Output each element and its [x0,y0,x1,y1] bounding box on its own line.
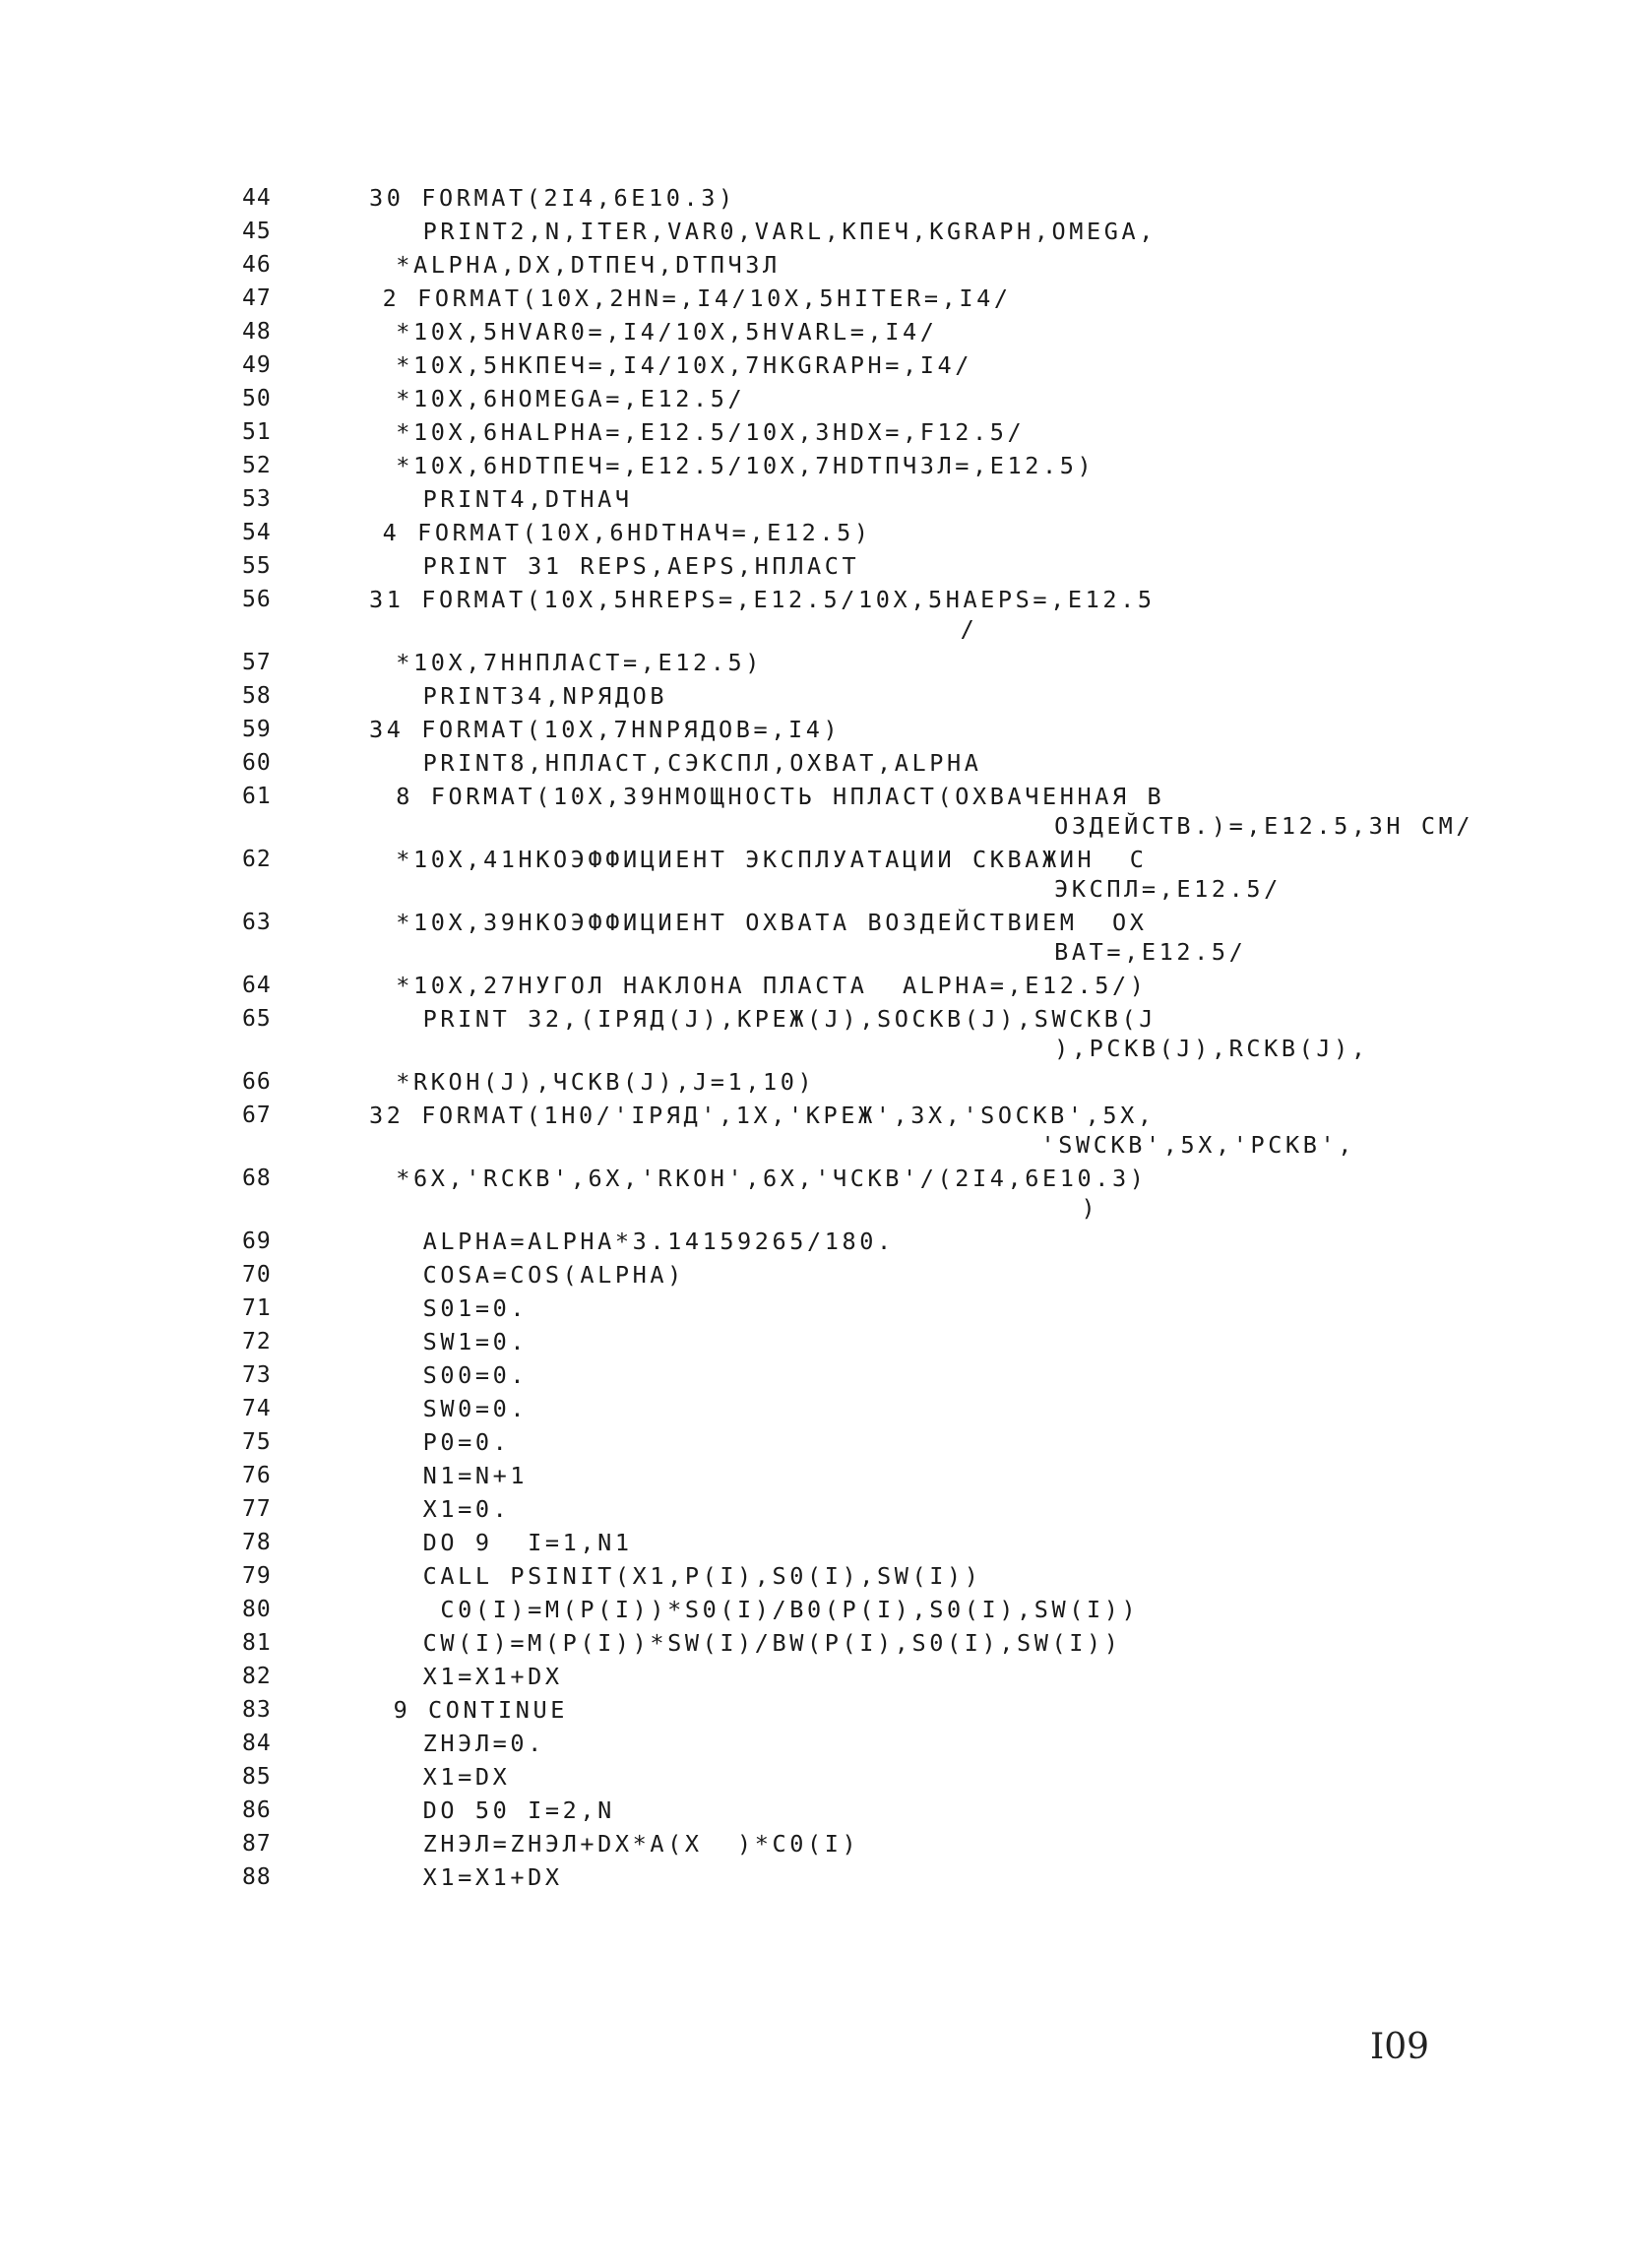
code-text: SW0=0. [422,1395,529,1422]
code-text: 2 FORMAT(10X,2HN=,I4/10X,5HITER=,I4/ [382,284,1012,312]
code-text: COSA=COS(ALPHA) [422,1261,685,1289]
code-text: 30 FORMAT(2I4,6E10.3) [369,184,736,212]
code-line [0,1760,1628,1794]
code-line [0,780,1628,840]
code-text: *6X,'RCKB',6X,'RКОН',6X,'ЧСКВ'/(2I4,6E10.3) [396,1165,1148,1192]
code-text: *ALPHA,DX,DTПЕЧ,DTПЧЗЛ [396,251,781,279]
page-number: I09 [1370,2027,1430,2067]
code-line [0,713,1628,746]
code-text: 34 FORMAT(10X,7HNРЯДОВ=,I4) [369,716,842,743]
code-text: CW(I)=M(P(I))*SW(I)/BW(P(I),S0(I),SW(I)) [422,1629,1122,1657]
code-line [0,1827,1628,1860]
line-number: 69 [242,1228,272,1254]
line-number: 86 [242,1797,272,1823]
code-line [0,549,1628,583]
code-line [0,1660,1628,1693]
code-text: ZНЭЛ=ZНЭЛ+DX*A(X )*C0(I) [422,1830,860,1858]
code-line [0,1065,1628,1099]
code-text: X1=X1+DX [422,1863,563,1891]
line-number: 45 [242,219,272,244]
code-line [0,1526,1628,1559]
code-text: DO 9 I=1,N1 [422,1529,633,1556]
code-line [0,415,1628,449]
code-text: S00=0. [422,1361,529,1389]
line-number: 72 [242,1329,272,1354]
code-line [0,1693,1628,1727]
code-text: PRINT8,НПЛАСТ,СЭКСПЛ,ОХВАТ,ALPHA [422,749,982,777]
line-number: 85 [242,1764,272,1790]
code-line [0,1258,1628,1292]
code-text: *10X,6HOMEGA=,E12.5/ [396,385,746,412]
line-number: 58 [242,683,272,709]
line-number: 76 [242,1463,272,1488]
code-line [0,1225,1628,1258]
code-line [0,1626,1628,1660]
code-text: PRINT 32,(IРЯД(J),KРЕЖ(J),SOCKB(J),SWCKB(J [422,1005,1158,1033]
code-line [0,215,1628,248]
line-number: 55 [242,553,272,579]
line-number: 56 [242,587,272,612]
code-line [0,746,1628,780]
code-line [0,1593,1628,1626]
code-line [0,583,1628,643]
code-line [0,1559,1628,1593]
line-number: 48 [242,319,272,345]
line-number: 70 [242,1262,272,1288]
code-continuation: ЭКСПЛ=,E12.5/ [1054,875,1282,903]
code-line [0,843,1628,903]
code-text: *10X,5HVAR0=,I4/10X,5HVARL=,I4/ [396,318,938,346]
code-line [0,1162,1628,1222]
code-text: *10X,27HУГОЛ НАКЛОНА ПЛАСТА ALPHA=,E12.5/) [396,972,1148,999]
code-continuation: 'SWCKB',5X,'PCKB', [1040,1131,1355,1159]
code-line [0,1425,1628,1459]
code-line [0,646,1628,679]
line-number: 73 [242,1362,272,1388]
line-number: 59 [242,717,272,742]
code-text: ZНЭЛ=0. [422,1730,545,1757]
code-line [0,482,1628,516]
line-number: 64 [242,973,272,998]
code-text: 32 FORMAT(1H0/'IРЯД',1X,'KРЕЖ',3X,'SOCKB',5X, [369,1102,1156,1129]
code-line [0,382,1628,415]
line-number: 61 [242,784,272,809]
line-number: 46 [242,252,272,278]
code-text: 4 FORMAT(10X,6HDTНАЧ=,E12.5) [382,519,872,546]
line-number: 67 [242,1102,272,1128]
code-line [0,1459,1628,1492]
code-text: *10X,5HKПЕЧ=,I4/10X,7HKGRAPH=,I4/ [396,351,972,379]
line-number: 65 [242,1006,272,1032]
code-text: C0(I)=M(P(I))*S0(I)/B0(P(I),S0(I),SW(I)) [422,1596,1140,1623]
code-line [0,248,1628,282]
code-line [0,282,1628,315]
line-number: 44 [242,185,272,211]
code-text: S01=0. [422,1294,529,1322]
code-text: P0=0. [422,1428,511,1456]
code-line [0,1358,1628,1392]
line-number: 78 [242,1530,272,1555]
code-continuation: ОЗДЕЙСТВ.)=,E12.5,3H СМ/ [1054,812,1474,840]
code-line [0,516,1628,549]
line-number: 54 [242,520,272,545]
line-number: 79 [242,1563,272,1589]
code-text: X1=0. [422,1495,511,1523]
code-line [0,1392,1628,1425]
code-text: X1=DX [422,1763,511,1791]
code-line [0,449,1628,482]
code-line [0,181,1628,215]
code-text: 31 FORMAT(10X,5HREPS=,E12.5/10X,5HAEPS=,E12.5 [369,586,1156,613]
code-continuation: ВАТ=,E12.5/ [1054,938,1247,966]
line-number: 53 [242,486,272,512]
code-line [0,1492,1628,1526]
line-number: 84 [242,1731,272,1756]
line-number: 60 [242,750,272,776]
code-text: *10X,7HНПЛАСТ=,E12.5) [396,649,764,676]
code-line [0,1292,1628,1325]
code-text: SW1=0. [422,1328,529,1355]
line-number: 63 [242,910,272,935]
code-line [0,1325,1628,1358]
line-number: 88 [242,1864,272,1890]
code-text: X1=X1+DX [422,1663,563,1690]
code-line [0,315,1628,348]
line-number: 74 [242,1396,272,1421]
line-number: 52 [242,453,272,478]
code-line [0,1860,1628,1894]
code-text: *10X,6HALPHA=,E12.5/10X,3HDX=,F12.5/ [396,418,1026,446]
line-number: 82 [242,1664,272,1689]
code-continuation: / [960,615,978,643]
code-text: 9 CONTINUE [393,1696,569,1724]
code-text: N1=N+1 [422,1462,529,1489]
code-text: *RКОН(J),ЧСКВ(J),J=1,10) [396,1068,816,1096]
code-text: PRINT 31 REPS,AEPS,НПЛАСТ [422,552,860,580]
code-text: *10X,39HКОЭФФИЦИЕНТ ОХВАТА ВОЗДЕЙСТВИЕМ ОХ [396,909,1148,936]
line-number: 77 [242,1496,272,1522]
code-text: PRINT2,N,ITER,VAR0,VARL,KПЕЧ,KGRAPH,OMEGA, [422,218,1158,245]
line-number: 81 [242,1630,272,1656]
code-line [0,679,1628,713]
code-text: PRINT4,DTНАЧ [422,485,633,513]
code-line [0,348,1628,382]
code-continuation: ) [1081,1194,1099,1222]
code-line [0,1002,1628,1062]
code-line [0,1794,1628,1827]
line-number: 71 [242,1295,272,1321]
line-number: 62 [242,847,272,872]
line-number: 75 [242,1429,272,1455]
code-line [0,906,1628,966]
code-line [0,1099,1628,1159]
line-number: 66 [242,1069,272,1095]
code-text: *10X,41HКОЭФФИЦИЕНТ ЭКСПЛУАТАЦИИ СКВАЖИН С [396,846,1148,873]
code-text: ALPHA=ALPHA*3.14159265/180. [422,1228,895,1255]
code-text: 8 FORMAT(10X,39HМОЩНОСТЬ НПЛАСТ(ОХВАЧЕННАЯ В [396,783,1165,810]
line-number: 83 [242,1697,272,1723]
line-number: 47 [242,285,272,311]
code-line [0,969,1628,1002]
line-number: 50 [242,386,272,411]
line-number: 80 [242,1597,272,1622]
code-text: CALL PSINIT(X1,P(I),S0(I),SW(I)) [422,1562,982,1590]
line-number: 87 [242,1831,272,1857]
code-continuation: ),PCKB(J),RCKB(J), [1054,1035,1369,1062]
line-number: 51 [242,419,272,445]
line-number: 49 [242,352,272,378]
line-number: 57 [242,650,272,675]
code-text: PRINT34,NРЯДОВ [422,682,668,710]
line-number: 68 [242,1166,272,1191]
code-text: DO 50 I=2,N [422,1796,615,1824]
code-line [0,1727,1628,1760]
code-text: *10X,6HDTПЕЧ=,E12.5/10X,7HDTПЧЗЛ=,E12.5) [396,452,1096,479]
